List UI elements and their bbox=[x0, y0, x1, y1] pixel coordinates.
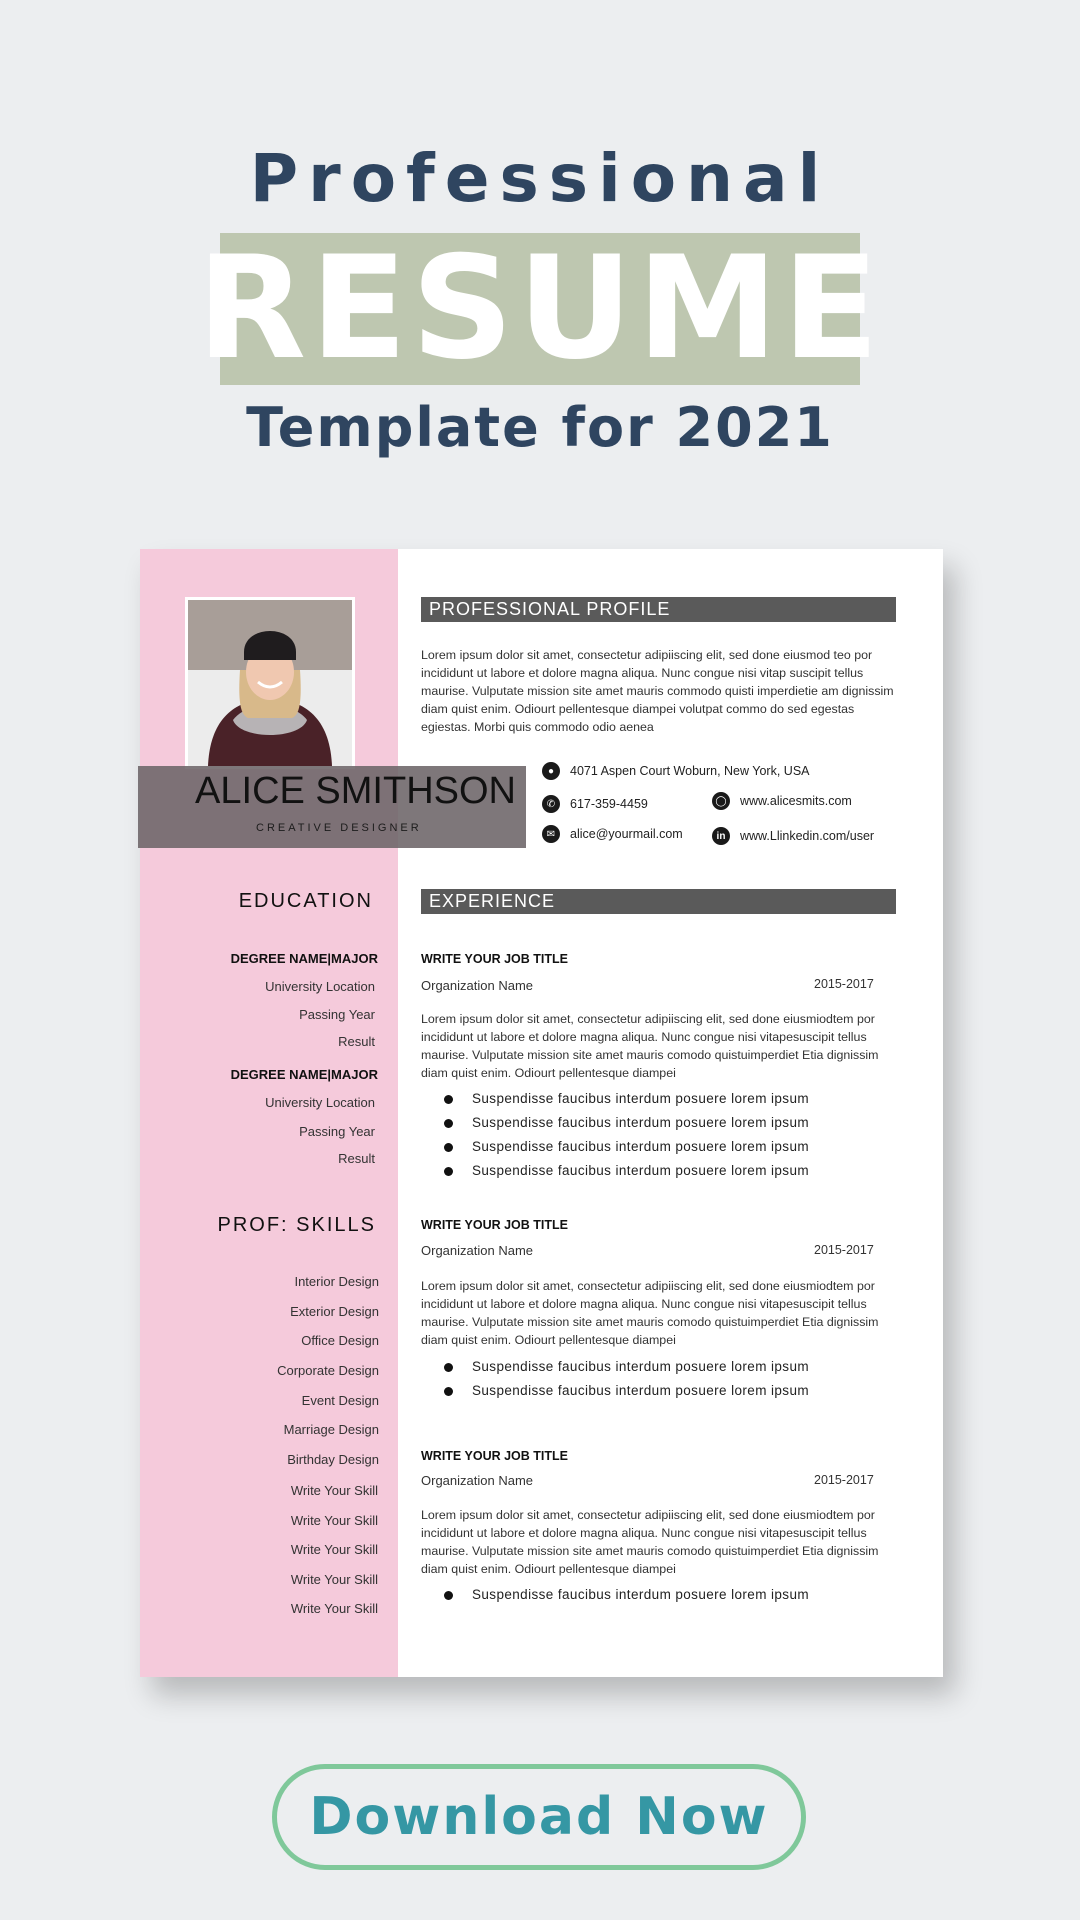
job-bullet: Suspendisse faucibus interdum posuere lorem ipsum bbox=[436, 1087, 809, 1111]
job-bullets bbox=[436, 1087, 809, 1183]
job-bullet: Suspendisse faucibus interdum posuere lorem ipsum bbox=[436, 1379, 809, 1403]
contact-website-text: www.alicesmits.com bbox=[740, 794, 852, 808]
download-now-button[interactable] bbox=[272, 1764, 806, 1870]
job-date: 2015-2017 bbox=[814, 1243, 874, 1257]
phone-icon: ✆ bbox=[542, 795, 560, 813]
edu-result: Result bbox=[338, 1151, 375, 1166]
location-pin-icon: ● bbox=[542, 762, 560, 780]
experience-heading: EXPERIENCE bbox=[421, 889, 896, 914]
hero-subtitle: Template for 2021 bbox=[246, 396, 834, 459]
globe-icon: ◯ bbox=[712, 792, 730, 810]
profile-photo bbox=[185, 597, 355, 769]
profile-heading: PROFESSIONAL PROFILE bbox=[421, 597, 896, 622]
edu-degree: DEGREE NAME|MAJOR bbox=[230, 1067, 378, 1082]
edu-degree: DEGREE NAME|MAJOR bbox=[230, 951, 378, 966]
job-bullet: Suspendisse faucibus interdum posuere lorem ipsum bbox=[436, 1355, 809, 1379]
edu-location: University Location bbox=[265, 979, 375, 994]
resume-role: CREATIVE DESIGNER bbox=[256, 822, 422, 834]
linkedin-icon: in bbox=[712, 827, 730, 845]
contact-address-text: 4071 Aspen Court Woburn, New York, USA bbox=[570, 764, 810, 778]
skill-item: Interior Design bbox=[294, 1274, 379, 1289]
job-description: Lorem ipsum dolor sit amet, consectetur adipiiscing elit, sed done eiusmiodtem por incididunt ut labore et dolore magna aliqua. Nunc congue nisi vitapesuscipit tellus maurise. Vulputate mission site amet mauris comodo quistuimperdiet Etia dignissim diam quist enim. Odiourt pellentesque diampei bbox=[421, 1508, 879, 1576]
education-heading: EDUCATION bbox=[238, 890, 373, 912]
hero-resume-band bbox=[196, 226, 884, 391]
job-bullet: Suspendisse faucibus interdum posuere lorem ipsum bbox=[436, 1135, 809, 1159]
job-title: WRITE YOUR JOB TITLE bbox=[421, 952, 568, 966]
skill-item: Event Design bbox=[301, 1393, 379, 1408]
job-bullet: Suspendisse faucibus interdum posuere lorem ipsum bbox=[436, 1583, 809, 1607]
hero-title-professional: Professional bbox=[249, 140, 831, 217]
job-date: 2015-2017 bbox=[814, 977, 874, 991]
job-title: WRITE YOUR JOB TITLE bbox=[421, 1449, 568, 1463]
contact-linkedin-text: www.Llinkedin.com/user bbox=[740, 829, 875, 843]
skill-item: Write Your Skill bbox=[290, 1542, 378, 1557]
profile-text: Lorem ipsum dolor sit amet, consectetur adipiiscing elit, sed done eiusmod teo por incididunt ut labore et dolore magna aliqua. Nunc congue nisi vitap suscipit tellus maurise. Vulputate mission site amet mauris commodo quisti imperdietie am dignissim diam quist enim. Odiourt pellentesque diampei volutpat commo do sed egestas egiestas. Morbi quis commodo odio aenea bbox=[421, 648, 894, 734]
job-description: Lorem ipsum dolor sit amet, consectetur adipiiscing elit, sed done eiusmiodtem por incididunt ut labore et dolore magna aliqua. Nunc congue nisi vitapesuscipit tellus maurise. Vulputate mission site amet mauris comodo quistuimperdiet Etia dignissim diam quist enim. Odiourt pellentesque diampei bbox=[421, 1279, 879, 1347]
edu-year: Passing Year bbox=[299, 1124, 375, 1139]
name-band bbox=[138, 766, 526, 848]
skill-item: Write Your Skill bbox=[290, 1572, 378, 1587]
job-bullets bbox=[436, 1355, 809, 1403]
hero-title-resume: RESUME bbox=[196, 226, 884, 391]
contact-website bbox=[712, 792, 852, 810]
contact-address bbox=[542, 762, 810, 780]
skill-item: Write Your Skill bbox=[290, 1483, 378, 1498]
contact-phone-text: 617-359-4459 bbox=[570, 797, 648, 811]
mail-icon: ✉ bbox=[542, 825, 560, 843]
skills-heading: PROF: SKILLS bbox=[217, 1214, 376, 1236]
resume-name: ALICE SMITHSON bbox=[195, 770, 516, 812]
contact-linkedin bbox=[712, 827, 874, 845]
skill-item: Marriage Design bbox=[283, 1422, 379, 1437]
job-org: Organization Name bbox=[421, 1243, 533, 1258]
download-now-label: Download Now bbox=[309, 1787, 769, 1847]
job-org: Organization Name bbox=[421, 978, 533, 993]
job-date: 2015-2017 bbox=[814, 1473, 874, 1487]
skill-item: Write Your Skill bbox=[290, 1601, 378, 1616]
skill-item: Birthday Design bbox=[287, 1452, 379, 1467]
skill-item: Corporate Design bbox=[277, 1363, 379, 1378]
contact-email bbox=[542, 825, 683, 843]
job-org: Organization Name bbox=[421, 1473, 533, 1488]
job-description: Lorem ipsum dolor sit amet, consectetur adipiiscing elit, sed done eiusmiodtem por incididunt ut labore et dolore magna aliqua. Nunc congue nisi vitapesuscipit tellus maurise. Vulputate mission site amet mauris comodo quistuimperdiet Etia dignissim diam quist enim. Odiourt pellentesque diampei bbox=[421, 1012, 879, 1080]
edu-year: Passing Year bbox=[299, 1007, 375, 1022]
resume-preview bbox=[140, 549, 943, 1677]
edu-result: Result bbox=[338, 1034, 375, 1049]
skill-item: Exterior Design bbox=[290, 1304, 379, 1319]
contact-phone bbox=[542, 795, 648, 813]
job-bullet: Suspendisse faucibus interdum posuere lorem ipsum bbox=[436, 1111, 809, 1135]
contact-email-text: alice@yourmail.com bbox=[570, 827, 683, 841]
skill-item: Write Your Skill bbox=[290, 1513, 378, 1528]
job-bullet: Suspendisse faucibus interdum posuere lorem ipsum bbox=[436, 1159, 809, 1183]
edu-location: University Location bbox=[265, 1095, 375, 1110]
job-title: WRITE YOUR JOB TITLE bbox=[421, 1218, 568, 1232]
skill-item: Office Design bbox=[301, 1333, 379, 1348]
job-bullets bbox=[436, 1583, 809, 1607]
